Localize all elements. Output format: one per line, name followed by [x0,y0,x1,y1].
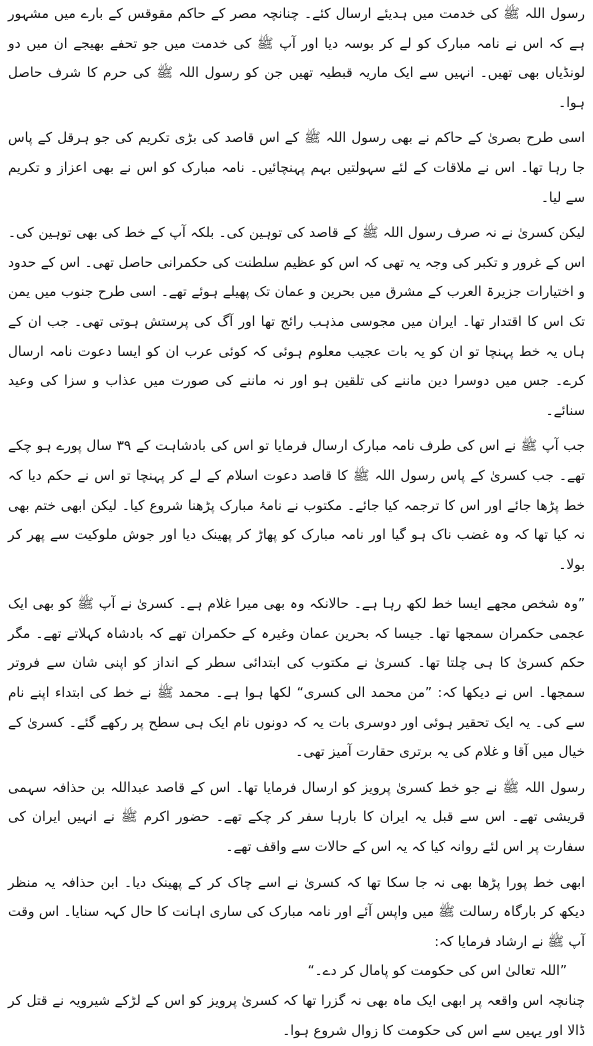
paragraph-letter-torn: جب آپ ﷺ نے اس کی طرف نامہ مبارک ارسال فرمایا تو اس کی بادشاہت کے ۳۹ سال پورے ہو چکے تھے۔ جب کسریٰ کے پاس رسول اللہ ﷺ کا قاصد دعوت اسلام کے لے کر پہنچا تو اس نے حکم دیا کہ خط پڑھا جائے اور اس کا ترجمہ کیا جائے۔ مکتوب نے نامۂ مبارک پڑھنا شروع کیا۔ لیکن ابھی ختم بھی نہ کیا تھا کہ وہ غضب ناک ہو گیا اور نامہ مبارک کو پھاڑ کر پھینک دیا اور جوش ملوکیت سے پھر کر بولا۔ [8,438,585,573]
paragraph-muqawqis: رسول اللہ ﷺ کی خدمت میں ہدیئے ارسال کئے۔ چنانچہ مصر کے حاکم مقوقس کے بارے میں مشہور ہے کہ اس نے نامہ مبارک کو لے کر بوسہ دیا اور آپ ﷺ کی خدمت میں جو تحفے بھیجے ان میں دو لونڈیاں بھی تھیں۔ انہیں سے ایک ماریہ قبطیہ تھیں جن کو رسول اللہ ﷺ کی حرم کا شرف حاصل ہوا۔ [8,6,585,111]
paragraph-messenger: رسول اللہ ﷺ نے جو خط کسریٰ پرویز کو ارسال فرمایا تھا۔ اس کے قاصد عبداللہ بن حذافہ سہمی قریشی تھے۔ اس سے قبل یہ ایران کا بارہا سفر کر چکے تھے۔ حضور اکرم ﷺ نے انہیں ایران کی سفارت پر اس لئے روانہ کیا کہ یہ اس کے حالات سے واقف تھے۔ [8,779,585,856]
prophetic-quote: ”اللہ تعالیٰ اس کی حکومت کو پامال کر دے۔“ [307,963,567,980]
paragraph-kisra-insult: لیکن کسریٰ نے نہ صرف رسول اللہ ﷺ کے قاصد کی توہین کی۔ بلکہ آپ کے خط کی بھی توہین کی۔ اس کے غرور و تکبر کی وجہ یہ تھی کہ اس کو عظیم سلطنت کی حکمرانی حاصل تھی۔ اس کے حدود و اختیارات جزیرۃ العرب کے مشرق میں بحرین و عمان تک پھیلے ہوئے تھے۔ اسی طرح جنوب میں یمن تک اس کا اقتدار تھا۔ ایران میں مجوسی مذہب رائج تھا اور آگ کی پرستش ہوتی تھی۔ جب ان کے ہاں یہ خط پہنچا تو ان کو یہ بات عجیب معلوم ہوئی کہ کوئی عرب ان کو ایسا دعوت نامہ ارسال کرے۔ جس میں دوسرا دین ماننے کی تلقین ہو اور نہ ماننے کی صورت میں عذاب و سزا کی وعید سنائے۔ [8,225,585,419]
paragraph-return: ابھی خط پورا پڑھا بھی نہ جا سکا تھا کہ کسریٰ نے اسے چاک کر کے پھینک دیا۔ ابن حذافہ یہ منظر دیکھ کر بارگاہ رسالت ﷺ میں واپس آئے اور نامہ مبارک کی ساری اہانت کا حال کہہ سنایا۔ اس وقت آپ ﷺ نے ارشاد فرمایا کہ: [8,874,585,950]
paragraph-busra: اسی طرح بصریٰ کے حاکم نے بھی رسول اللہ ﷺ کے اس قاصد کی بڑی تکریم کی جو ہرقل کے پاس جا رہا تھا۔ اس نے ملاقات کے لئے سہولتیں بہم پہنچائیں۔ نامہ مبارک کو اس نے بھی اعزاز و تکریم سے لیا۔ [8,130,585,206]
paragraph-downfall: چنانچہ اس واقعہ پر ابھی ایک ماہ بھی نہ گزرا تھا کہ کسریٰ پرویز کو اس کے لڑکے شیرویہ نے قتل کر ڈالا اور یہیں سے اس کی حکومت کا زوال شروع ہوا۔ [8,993,585,1039]
paragraph-kisra-words: ”وہ شخص مجھے ایسا خط لکھ رہا ہے۔ حالانکہ وہ بھی میرا غلام ہے۔ کسریٰ نے آپ ﷺ کو بھی ایک عجمی حکمران سمجھا تھا۔ جیسا کہ بحرین عمان وغیرہ کے حکمران تھے کہ بادشاہ کہلاتے تھے۔ مگر حکم کسریٰ کا ہی چلتا تھا۔ کسریٰ نے مکتوب کی ابتدائی سطر کے انداز کو اپنی شان سے فروتر سمجھا۔ اس نے دیکھا کہ: ”من محمد الی کسری“ لکھا ہوا ہے۔ محمد ﷺ نے خط کی ابتداء اپنے نام سے کی۔ یہ ایک تحقیر ہوئی اور دوسری بات یہ کہ دونوں نام ایک ہی سطح پر رکھے گئے۔ کسریٰ کے خیال میں آقا و غلام کی یہ برتری حقارت آمیز تھی۔ [8,596,585,761]
document-page [8,0,585,1039]
